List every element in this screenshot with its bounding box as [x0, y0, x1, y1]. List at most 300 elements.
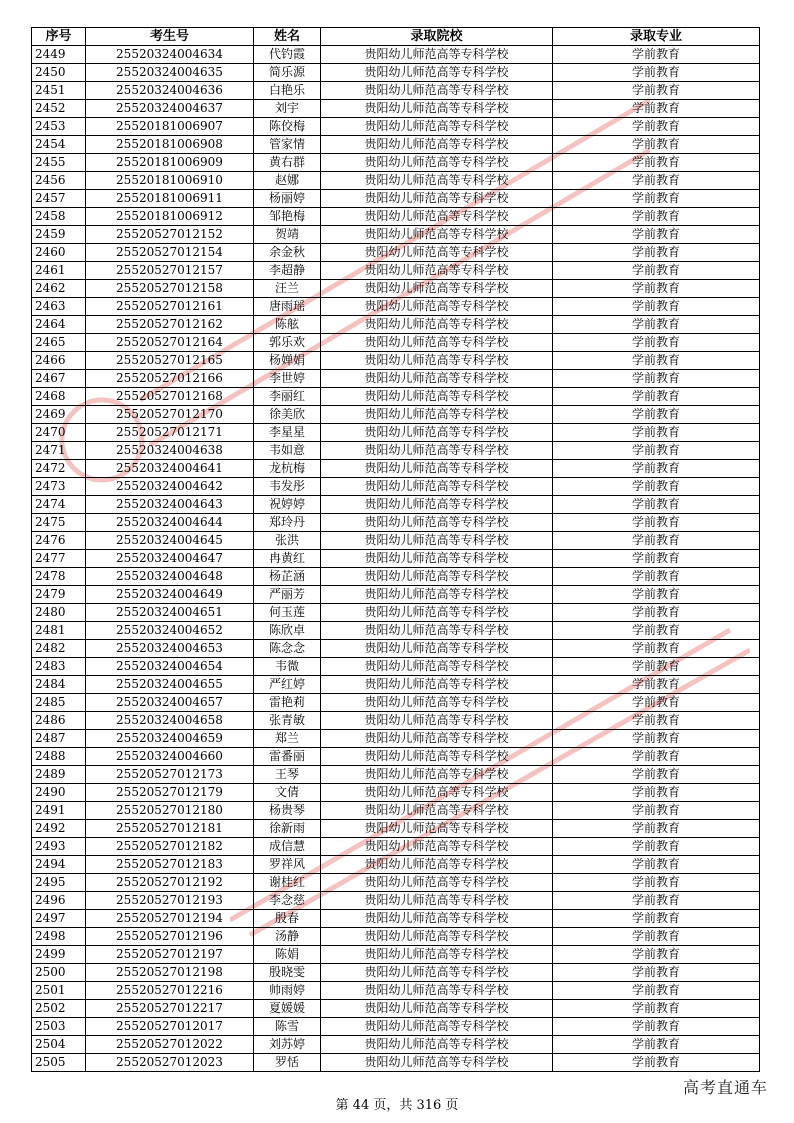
table-row: [32, 442, 760, 460]
cell-name: 李丽红: [254, 388, 321, 406]
cell-major: 学前教育: [553, 298, 760, 316]
cell-seq: 2451: [32, 82, 86, 100]
cell-name: 李念慈: [254, 892, 321, 910]
cell-exam-id: 25520527012173: [86, 766, 254, 784]
cell-name: 罗恬: [254, 1054, 321, 1072]
cell-exam-id: 25520527012182: [86, 838, 254, 856]
cell-major: 学前教育: [553, 730, 760, 748]
cell-exam-id: 25520527012180: [86, 802, 254, 820]
cell-exam-id: 25520324004651: [86, 604, 254, 622]
cell-seq: 2449: [32, 46, 86, 64]
cell-major: 学前教育: [553, 532, 760, 550]
cell-major: 学前教育: [553, 244, 760, 262]
cell-name: 张洪: [254, 532, 321, 550]
cell-major: 学前教育: [553, 226, 760, 244]
cell-name: 严丽芳: [254, 586, 321, 604]
table-row: [32, 604, 760, 622]
cell-name: 杨婵娟: [254, 352, 321, 370]
cell-exam-id: 25520324004638: [86, 442, 254, 460]
cell-name: 文倩: [254, 784, 321, 802]
cell-name: 杨芷涵: [254, 568, 321, 586]
table-row: [32, 208, 760, 226]
cell-exam-id: 25520324004658: [86, 712, 254, 730]
cell-exam-id: 25520527012183: [86, 856, 254, 874]
cell-name: 黄右群: [254, 154, 321, 172]
cell-seq: 2487: [32, 730, 86, 748]
table-row: [32, 154, 760, 172]
cell-school: 贵阳幼儿师范高等专科学校: [321, 352, 553, 370]
header-exam-id: 考生号: [86, 28, 254, 46]
cell-school: 贵阳幼儿师范高等专科学校: [321, 730, 553, 748]
table-row: [32, 658, 760, 676]
page-number: 第 44 页，共 316 页: [335, 1098, 459, 1113]
cell-seq: 2492: [32, 820, 86, 838]
cell-seq: 2472: [32, 460, 86, 478]
table-row: [32, 100, 760, 118]
cell-name: 李世婷: [254, 370, 321, 388]
cell-school: 贵阳幼儿师范高等专科学校: [321, 1018, 553, 1036]
cell-seq: 2505: [32, 1054, 86, 1072]
cell-school: 贵阳幼儿师范高等专科学校: [321, 820, 553, 838]
cell-seq: 2456: [32, 172, 86, 190]
cell-exam-id: 25520324004645: [86, 532, 254, 550]
cell-seq: 2499: [32, 946, 86, 964]
cell-major: 学前教育: [553, 334, 760, 352]
cell-exam-id: 25520181006911: [86, 190, 254, 208]
table-row: [32, 676, 760, 694]
cell-major: 学前教育: [553, 64, 760, 82]
cell-major: 学前教育: [553, 442, 760, 460]
cell-school: 贵阳幼儿师范高等专科学校: [321, 82, 553, 100]
cell-exam-id: 25520527012017: [86, 1018, 254, 1036]
cell-name: 杨丽婷: [254, 190, 321, 208]
cell-major: 学前教育: [553, 838, 760, 856]
table-row: [32, 316, 760, 334]
table-row: [32, 514, 760, 532]
cell-school: 贵阳幼儿师范高等专科学校: [321, 622, 553, 640]
table-row: [32, 766, 760, 784]
cell-exam-id: 25520324004659: [86, 730, 254, 748]
cell-major: 学前教育: [553, 1018, 760, 1036]
cell-school: 贵阳幼儿师范高等专科学校: [321, 1000, 553, 1018]
table-row: [32, 1054, 760, 1072]
cell-school: 贵阳幼儿师范高等专科学校: [321, 874, 553, 892]
cell-seq: 2463: [32, 298, 86, 316]
table-row: [32, 370, 760, 388]
cell-seq: 2503: [32, 1018, 86, 1036]
cell-seq: 2468: [32, 388, 86, 406]
table-row: [32, 568, 760, 586]
table-row: [32, 1018, 760, 1036]
cell-name: 殷春: [254, 910, 321, 928]
cell-school: 贵阳幼儿师范高等专科学校: [321, 838, 553, 856]
cell-exam-id: 25520324004653: [86, 640, 254, 658]
cell-major: 学前教育: [553, 514, 760, 532]
cell-exam-id: 25520527012161: [86, 298, 254, 316]
table-row: [32, 172, 760, 190]
cell-seq: 2467: [32, 370, 86, 388]
cell-major: 学前教育: [553, 820, 760, 838]
cell-exam-id: 25520181006907: [86, 118, 254, 136]
cell-school: 贵阳幼儿师范高等专科学校: [321, 892, 553, 910]
cell-exam-id: 25520324004648: [86, 568, 254, 586]
cell-school: 贵阳幼儿师范高等专科学校: [321, 964, 553, 982]
cell-major: 学前教育: [553, 478, 760, 496]
cell-seq: 2475: [32, 514, 86, 532]
cell-exam-id: 25520324004647: [86, 550, 254, 568]
cell-name: 汪兰: [254, 280, 321, 298]
cell-school: 贵阳幼儿师范高等专科学校: [321, 64, 553, 82]
cell-seq: 2496: [32, 892, 86, 910]
cell-seq: 2471: [32, 442, 86, 460]
cell-exam-id: 25520324004641: [86, 460, 254, 478]
cell-major: 学前教育: [553, 982, 760, 1000]
cell-school: 贵阳幼儿师范高等专科学校: [321, 370, 553, 388]
cell-exam-id: 25520324004644: [86, 514, 254, 532]
table-row: [32, 892, 760, 910]
cell-seq: 2457: [32, 190, 86, 208]
cell-exam-id: 25520527012181: [86, 820, 254, 838]
cell-major: 学前教育: [553, 388, 760, 406]
table-row: [32, 496, 760, 514]
cell-name: 郭乐欢: [254, 334, 321, 352]
cell-exam-id: 25520527012217: [86, 1000, 254, 1018]
table-row: [32, 838, 760, 856]
cell-name: 夏媛媛: [254, 1000, 321, 1018]
cell-major: 学前教育: [553, 406, 760, 424]
table-row: [32, 118, 760, 136]
cell-seq: 2481: [32, 622, 86, 640]
table-row: [32, 712, 760, 730]
cell-school: 贵阳幼儿师范高等专科学校: [321, 802, 553, 820]
cell-name: 雷番丽: [254, 748, 321, 766]
admission-table: [31, 27, 760, 1072]
cell-school: 贵阳幼儿师范高等专科学校: [321, 982, 553, 1000]
cell-exam-id: 25520324004637: [86, 100, 254, 118]
cell-name: 贺靖: [254, 226, 321, 244]
cell-major: 学前教育: [553, 622, 760, 640]
cell-major: 学前教育: [553, 1000, 760, 1018]
cell-exam-id: 25520527012193: [86, 892, 254, 910]
cell-name: 李超静: [254, 262, 321, 280]
cell-exam-id: 25520527012165: [86, 352, 254, 370]
cell-exam-id: 25520527012168: [86, 388, 254, 406]
table-row: [32, 586, 760, 604]
cell-school: 贵阳幼儿师范高等专科学校: [321, 154, 553, 172]
cell-name: 唐雨瑶: [254, 298, 321, 316]
cell-school: 贵阳幼儿师范高等专科学校: [321, 532, 553, 550]
cell-name: 龙杭梅: [254, 460, 321, 478]
table-row: [32, 550, 760, 568]
cell-school: 贵阳幼儿师范高等专科学校: [321, 856, 553, 874]
cell-exam-id: 25520324004654: [86, 658, 254, 676]
cell-exam-id: 25520324004649: [86, 586, 254, 604]
cell-name: 简乐源: [254, 64, 321, 82]
cell-seq: 2489: [32, 766, 86, 784]
cell-major: 学前教育: [553, 658, 760, 676]
table-header-row: [32, 28, 760, 46]
table-row: [32, 352, 760, 370]
cell-exam-id: 25520527012198: [86, 964, 254, 982]
cell-exam-id: 25520324004634: [86, 46, 254, 64]
cell-major: 学前教育: [553, 424, 760, 442]
table-row: [32, 190, 760, 208]
cell-exam-id: 25520527012154: [86, 244, 254, 262]
cell-exam-id: 25520324004660: [86, 748, 254, 766]
cell-school: 贵阳幼儿师范高等专科学校: [321, 406, 553, 424]
cell-school: 贵阳幼儿师范高等专科学校: [321, 46, 553, 64]
cell-seq: 2501: [32, 982, 86, 1000]
cell-major: 学前教育: [553, 874, 760, 892]
cell-name: 韦如意: [254, 442, 321, 460]
cell-exam-id: 25520527012171: [86, 424, 254, 442]
cell-school: 贵阳幼儿师范高等专科学校: [321, 334, 553, 352]
cell-school: 贵阳幼儿师范高等专科学校: [321, 478, 553, 496]
header-major: 录取专业: [553, 28, 760, 46]
cell-exam-id: 25520527012152: [86, 226, 254, 244]
table-row: [32, 478, 760, 496]
table-row: [32, 622, 760, 640]
cell-seq: 2477: [32, 550, 86, 568]
cell-seq: 2466: [32, 352, 86, 370]
table-row: [32, 226, 760, 244]
header-school: 录取院校: [321, 28, 553, 46]
cell-major: 学前教育: [553, 460, 760, 478]
cell-major: 学前教育: [553, 784, 760, 802]
cell-seq: 2484: [32, 676, 86, 694]
table-row: [32, 1000, 760, 1018]
cell-seq: 2478: [32, 568, 86, 586]
cell-school: 贵阳幼儿师范高等专科学校: [321, 676, 553, 694]
cell-name: 王琴: [254, 766, 321, 784]
cell-seq: 2465: [32, 334, 86, 352]
header-seq: 序号: [32, 28, 86, 46]
cell-seq: 2494: [32, 856, 86, 874]
table-row: [32, 262, 760, 280]
cell-major: 学前教育: [553, 370, 760, 388]
table-row: [32, 460, 760, 478]
cell-school: 贵阳幼儿师范高等专科学校: [321, 640, 553, 658]
table-row: [32, 532, 760, 550]
cell-seq: 2452: [32, 100, 86, 118]
cell-school: 贵阳幼儿师范高等专科学校: [321, 280, 553, 298]
cell-seq: 2462: [32, 280, 86, 298]
cell-seq: 2470: [32, 424, 86, 442]
cell-school: 贵阳幼儿师范高等专科学校: [321, 496, 553, 514]
cell-exam-id: 25520527012194: [86, 910, 254, 928]
cell-name: 殷晓雯: [254, 964, 321, 982]
cell-name: 郑兰: [254, 730, 321, 748]
cell-major: 学前教育: [553, 604, 760, 622]
cell-exam-id: 25520527012196: [86, 928, 254, 946]
table-row: [32, 784, 760, 802]
cell-exam-id: 25520324004642: [86, 478, 254, 496]
cell-school: 贵阳幼儿师范高等专科学校: [321, 190, 553, 208]
cell-name: 余金秋: [254, 244, 321, 262]
cell-exam-id: 25520527012164: [86, 334, 254, 352]
table-row: [32, 388, 760, 406]
table-row: [32, 748, 760, 766]
cell-name: 李星星: [254, 424, 321, 442]
cell-school: 贵阳幼儿师范高等专科学校: [321, 658, 553, 676]
cell-major: 学前教育: [553, 352, 760, 370]
cell-seq: 2483: [32, 658, 86, 676]
cell-exam-id: 25520527012216: [86, 982, 254, 1000]
cell-major: 学前教育: [553, 118, 760, 136]
cell-school: 贵阳幼儿师范高等专科学校: [321, 424, 553, 442]
header-name: 姓名: [254, 28, 321, 46]
cell-name: 管家情: [254, 136, 321, 154]
cell-school: 贵阳幼儿师范高等专科学校: [321, 604, 553, 622]
cell-name: 帅雨婷: [254, 982, 321, 1000]
cell-major: 学前教育: [553, 640, 760, 658]
cell-name: 徐美欣: [254, 406, 321, 424]
cell-exam-id: 25520527012166: [86, 370, 254, 388]
cell-name: 何玉莲: [254, 604, 321, 622]
cell-major: 学前教育: [553, 766, 760, 784]
table-row: [32, 640, 760, 658]
table-row: [32, 64, 760, 82]
cell-name: 赵娜: [254, 172, 321, 190]
cell-name: 陈雪: [254, 1018, 321, 1036]
cell-seq: 2480: [32, 604, 86, 622]
cell-major: 学前教育: [553, 316, 760, 334]
cell-exam-id: 25520324004655: [86, 676, 254, 694]
cell-seq: 2493: [32, 838, 86, 856]
table-row: [32, 856, 760, 874]
cell-exam-id: 25520324004636: [86, 82, 254, 100]
cell-seq: 2473: [32, 478, 86, 496]
table-row: [32, 298, 760, 316]
cell-seq: 2460: [32, 244, 86, 262]
table-row: [32, 1036, 760, 1054]
cell-exam-id: 25520527012022: [86, 1036, 254, 1054]
cell-seq: 2502: [32, 1000, 86, 1018]
cell-exam-id: 25520324004643: [86, 496, 254, 514]
cell-exam-id: 25520181006908: [86, 136, 254, 154]
cell-seq: 2459: [32, 226, 86, 244]
cell-name: 成信慧: [254, 838, 321, 856]
brand-logo-text: 高考直通车: [682, 1078, 768, 1097]
cell-major: 学前教育: [553, 910, 760, 928]
cell-school: 贵阳幼儿师范高等专科学校: [321, 784, 553, 802]
cell-major: 学前教育: [553, 208, 760, 226]
cell-school: 贵阳幼儿师范高等专科学校: [321, 136, 553, 154]
cell-name: 韦微: [254, 658, 321, 676]
admission-table-container: [31, 27, 759, 1072]
cell-exam-id: 25520181006909: [86, 154, 254, 172]
cell-name: 陈念念: [254, 640, 321, 658]
cell-major: 学前教育: [553, 964, 760, 982]
cell-exam-id: 25520527012197: [86, 946, 254, 964]
cell-major: 学前教育: [553, 262, 760, 280]
cell-name: 杨贵琴: [254, 802, 321, 820]
cell-name: 祝婷婷: [254, 496, 321, 514]
cell-name: 雷艳莉: [254, 694, 321, 712]
table-row: [32, 694, 760, 712]
cell-seq: 2450: [32, 64, 86, 82]
cell-seq: 2455: [32, 154, 86, 172]
cell-major: 学前教育: [553, 694, 760, 712]
cell-name: 汤静: [254, 928, 321, 946]
cell-school: 贵阳幼儿师范高等专科学校: [321, 100, 553, 118]
table-row: [32, 280, 760, 298]
cell-major: 学前教育: [553, 136, 760, 154]
cell-name: 陈舷: [254, 316, 321, 334]
cell-major: 学前教育: [553, 172, 760, 190]
cell-name: 张青敏: [254, 712, 321, 730]
cell-seq: 2500: [32, 964, 86, 982]
cell-school: 贵阳幼儿师范高等专科学校: [321, 712, 553, 730]
cell-school: 贵阳幼儿师范高等专科学校: [321, 910, 553, 928]
cell-major: 学前教育: [553, 802, 760, 820]
table-row: [32, 136, 760, 154]
cell-name: 刘苏婷: [254, 1036, 321, 1054]
table-body: [32, 46, 760, 1072]
table-row: [32, 946, 760, 964]
cell-seq: 2479: [32, 586, 86, 604]
cell-major: 学前教育: [553, 154, 760, 172]
cell-exam-id: 25520324004652: [86, 622, 254, 640]
cell-name: 白艳乐: [254, 82, 321, 100]
cell-exam-id: 25520181006910: [86, 172, 254, 190]
cell-major: 学前教育: [553, 712, 760, 730]
cell-school: 贵阳幼儿师范高等专科学校: [321, 586, 553, 604]
cell-major: 学前教育: [553, 190, 760, 208]
cell-name: 谢桂红: [254, 874, 321, 892]
cell-seq: 2488: [32, 748, 86, 766]
cell-name: 刘宇: [254, 100, 321, 118]
cell-school: 贵阳幼儿师范高等专科学校: [321, 316, 553, 334]
table-row: [32, 424, 760, 442]
cell-school: 贵阳幼儿师范高等专科学校: [321, 262, 553, 280]
cell-major: 学前教育: [553, 676, 760, 694]
table-row: [32, 910, 760, 928]
cell-major: 学前教育: [553, 946, 760, 964]
table-row: [32, 802, 760, 820]
cell-seq: 2491: [32, 802, 86, 820]
table-row: [32, 46, 760, 64]
cell-name: 陈佼梅: [254, 118, 321, 136]
cell-seq: 2476: [32, 532, 86, 550]
cell-major: 学前教育: [553, 496, 760, 514]
cell-school: 贵阳幼儿师范高等专科学校: [321, 550, 553, 568]
cell-seq: 2504: [32, 1036, 86, 1054]
cell-school: 贵阳幼儿师范高等专科学校: [321, 766, 553, 784]
table-row: [32, 820, 760, 838]
table-row: [32, 874, 760, 892]
cell-school: 贵阳幼儿师范高等专科学校: [321, 298, 553, 316]
table-row: [32, 928, 760, 946]
table-row: [32, 982, 760, 1000]
cell-school: 贵阳幼儿师范高等专科学校: [321, 226, 553, 244]
cell-major: 学前教育: [553, 856, 760, 874]
cell-seq: 2454: [32, 136, 86, 154]
cell-name: 韦发彤: [254, 478, 321, 496]
cell-major: 学前教育: [553, 928, 760, 946]
cell-school: 贵阳幼儿师范高等专科学校: [321, 460, 553, 478]
cell-name: 严红婷: [254, 676, 321, 694]
cell-seq: 2497: [32, 910, 86, 928]
cell-name: 陈欣卓: [254, 622, 321, 640]
cell-exam-id: 25520527012158: [86, 280, 254, 298]
cell-seq: 2486: [32, 712, 86, 730]
cell-name: 郑玲丹: [254, 514, 321, 532]
cell-name: 徐新雨: [254, 820, 321, 838]
table-row: [32, 244, 760, 262]
cell-seq: 2458: [32, 208, 86, 226]
cell-school: 贵阳幼儿师范高等专科学校: [321, 442, 553, 460]
